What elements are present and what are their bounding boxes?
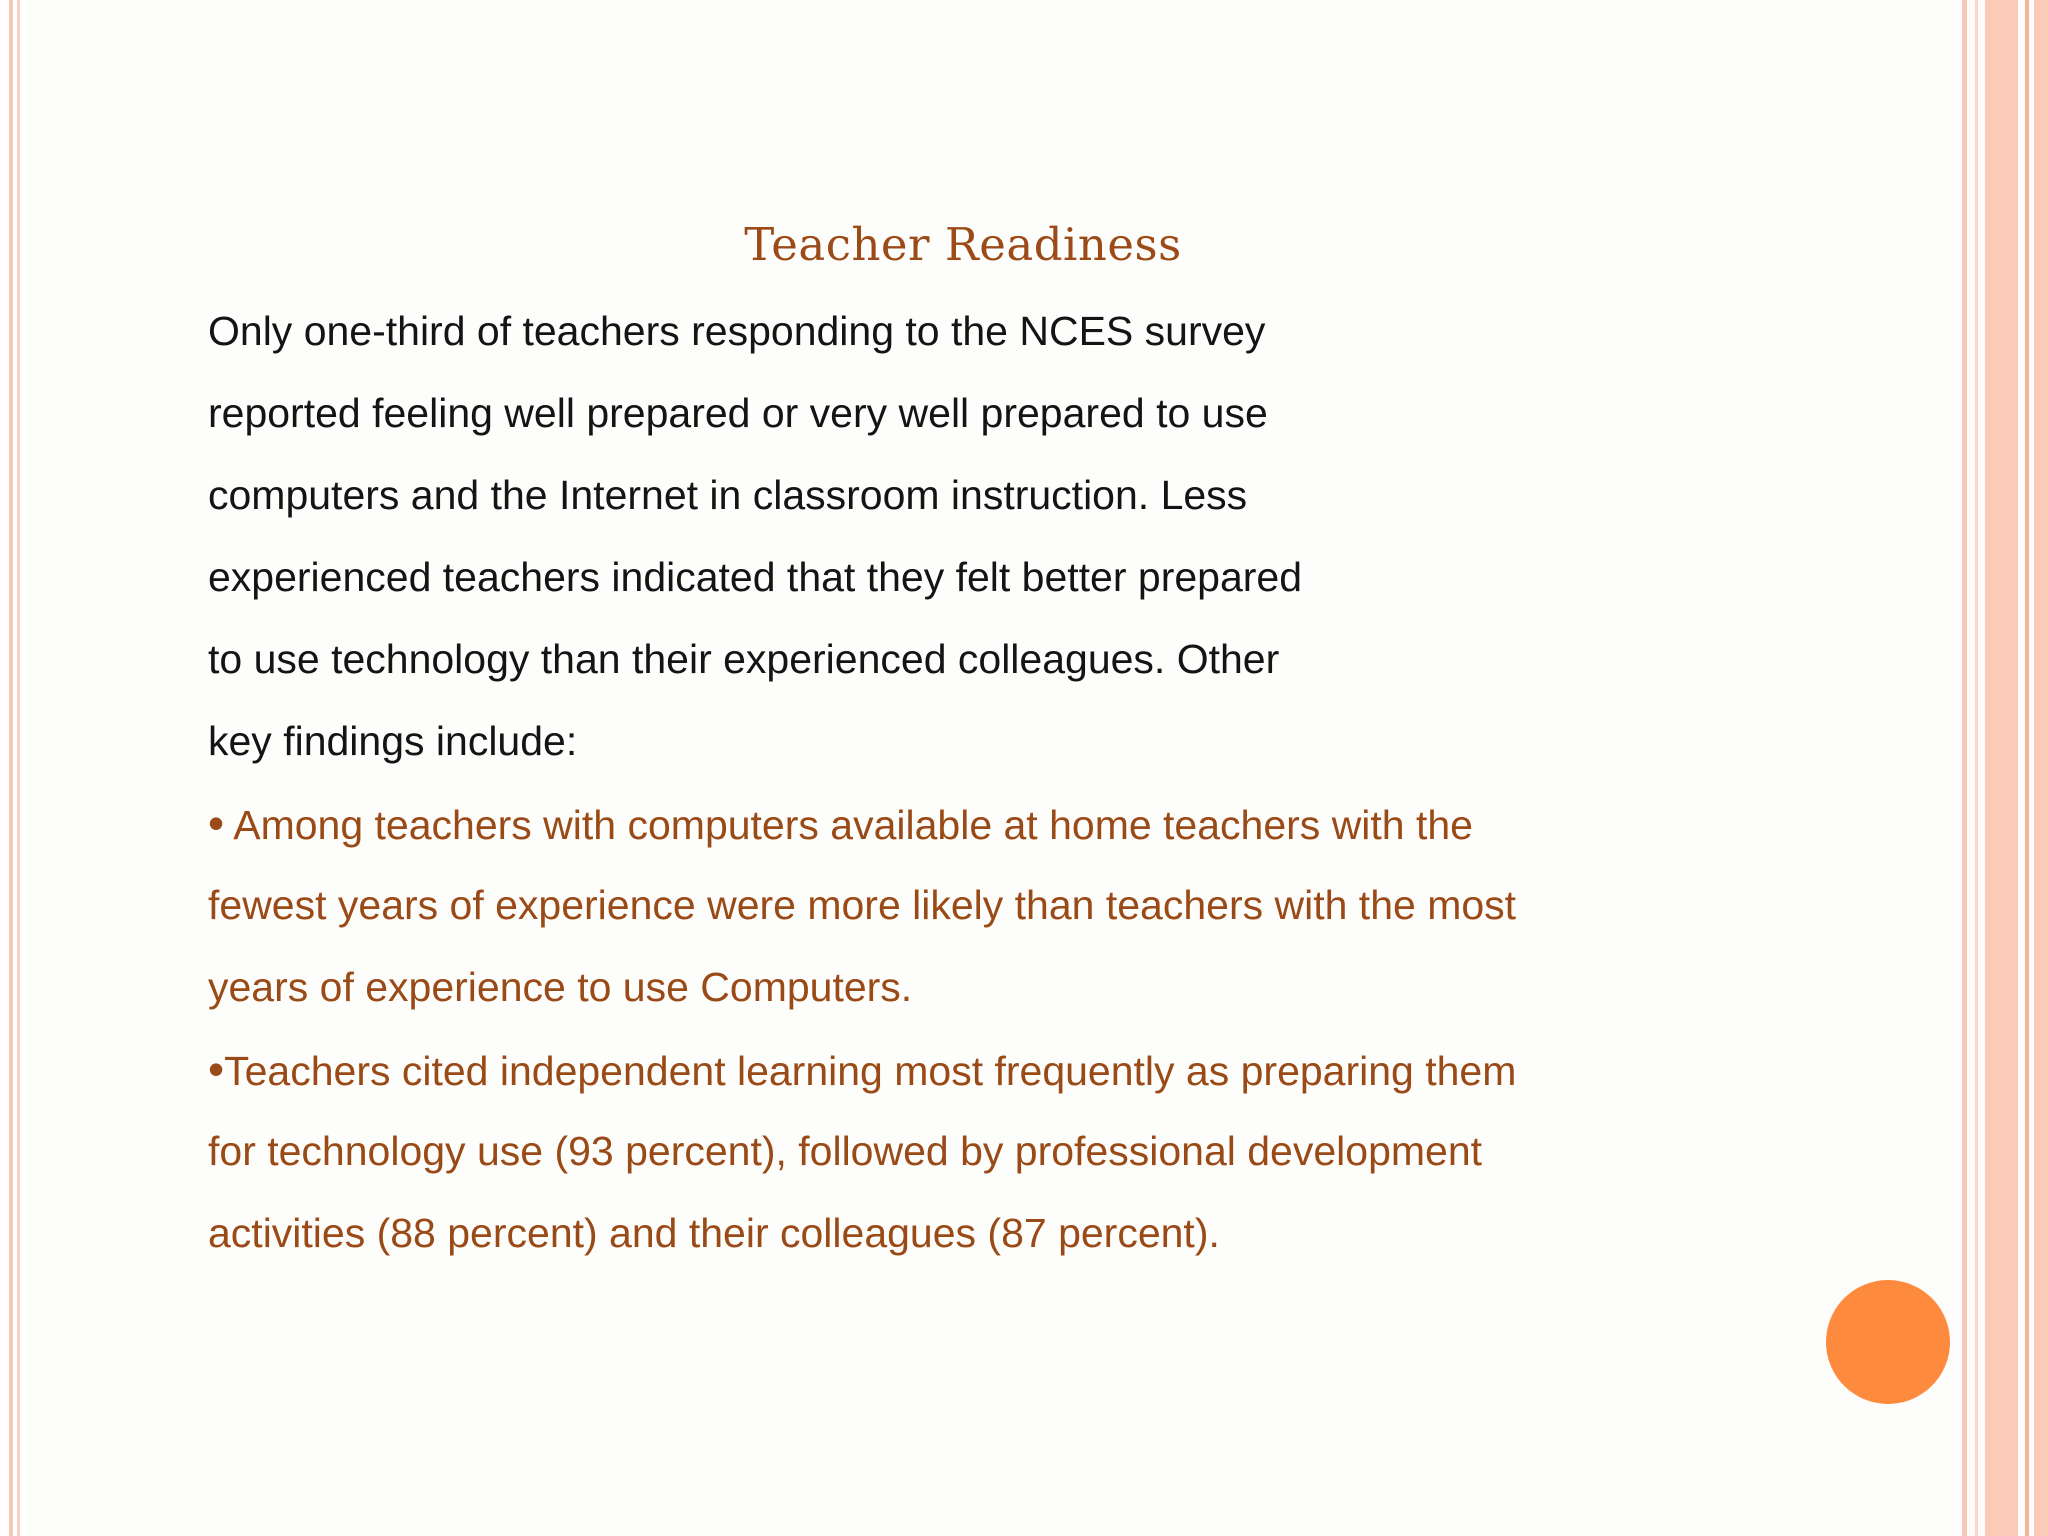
bullet-line: activities (88 percent) and their colleagues (87 percent). [208,1210,1220,1256]
slide-title: Teacher Readiness [744,218,1182,271]
slide-body [208,290,1688,1274]
right-border-stripe [1985,0,2018,1536]
intro-line: to use technology than their experienced colleagues. Other [208,636,1280,682]
bullet-item [208,1028,1688,1110]
bullet-line: Teachers cited independent learning most frequently as preparing them [224,1048,1517,1094]
bullet-line: years of experience to use Computers. [208,964,913,1010]
bullet-line: Among teachers with computers available at home teachers with the [224,802,1473,848]
intro-line: key findings include: [208,718,578,764]
right-border-stripe [2025,0,2029,1536]
bullet-line: for technology use (93 percent), followed by professional development [208,1128,1483,1174]
bullet-icon: • [208,1043,225,1095]
intro-line: experienced teachers indicated that they felt better prepared [208,554,1303,600]
right-border-stripe [1975,0,1978,1536]
bullet-item [208,782,1688,864]
intro-line: Only one-third of teachers responding to the NCES survey [208,308,1266,354]
right-border-stripe [1962,0,1967,1536]
right-border-stripe [2034,0,2048,1536]
bullet-icon: • [208,797,225,849]
intro-line: reported feeling well prepared or very well prepared to use [208,390,1268,436]
intro-line: computers and the Internet in classroom instruction. Less [208,472,1248,518]
decorative-circle-icon [1826,1280,1950,1404]
bullet-line: fewest years of experience were more likely than teachers with the most [208,882,1517,928]
